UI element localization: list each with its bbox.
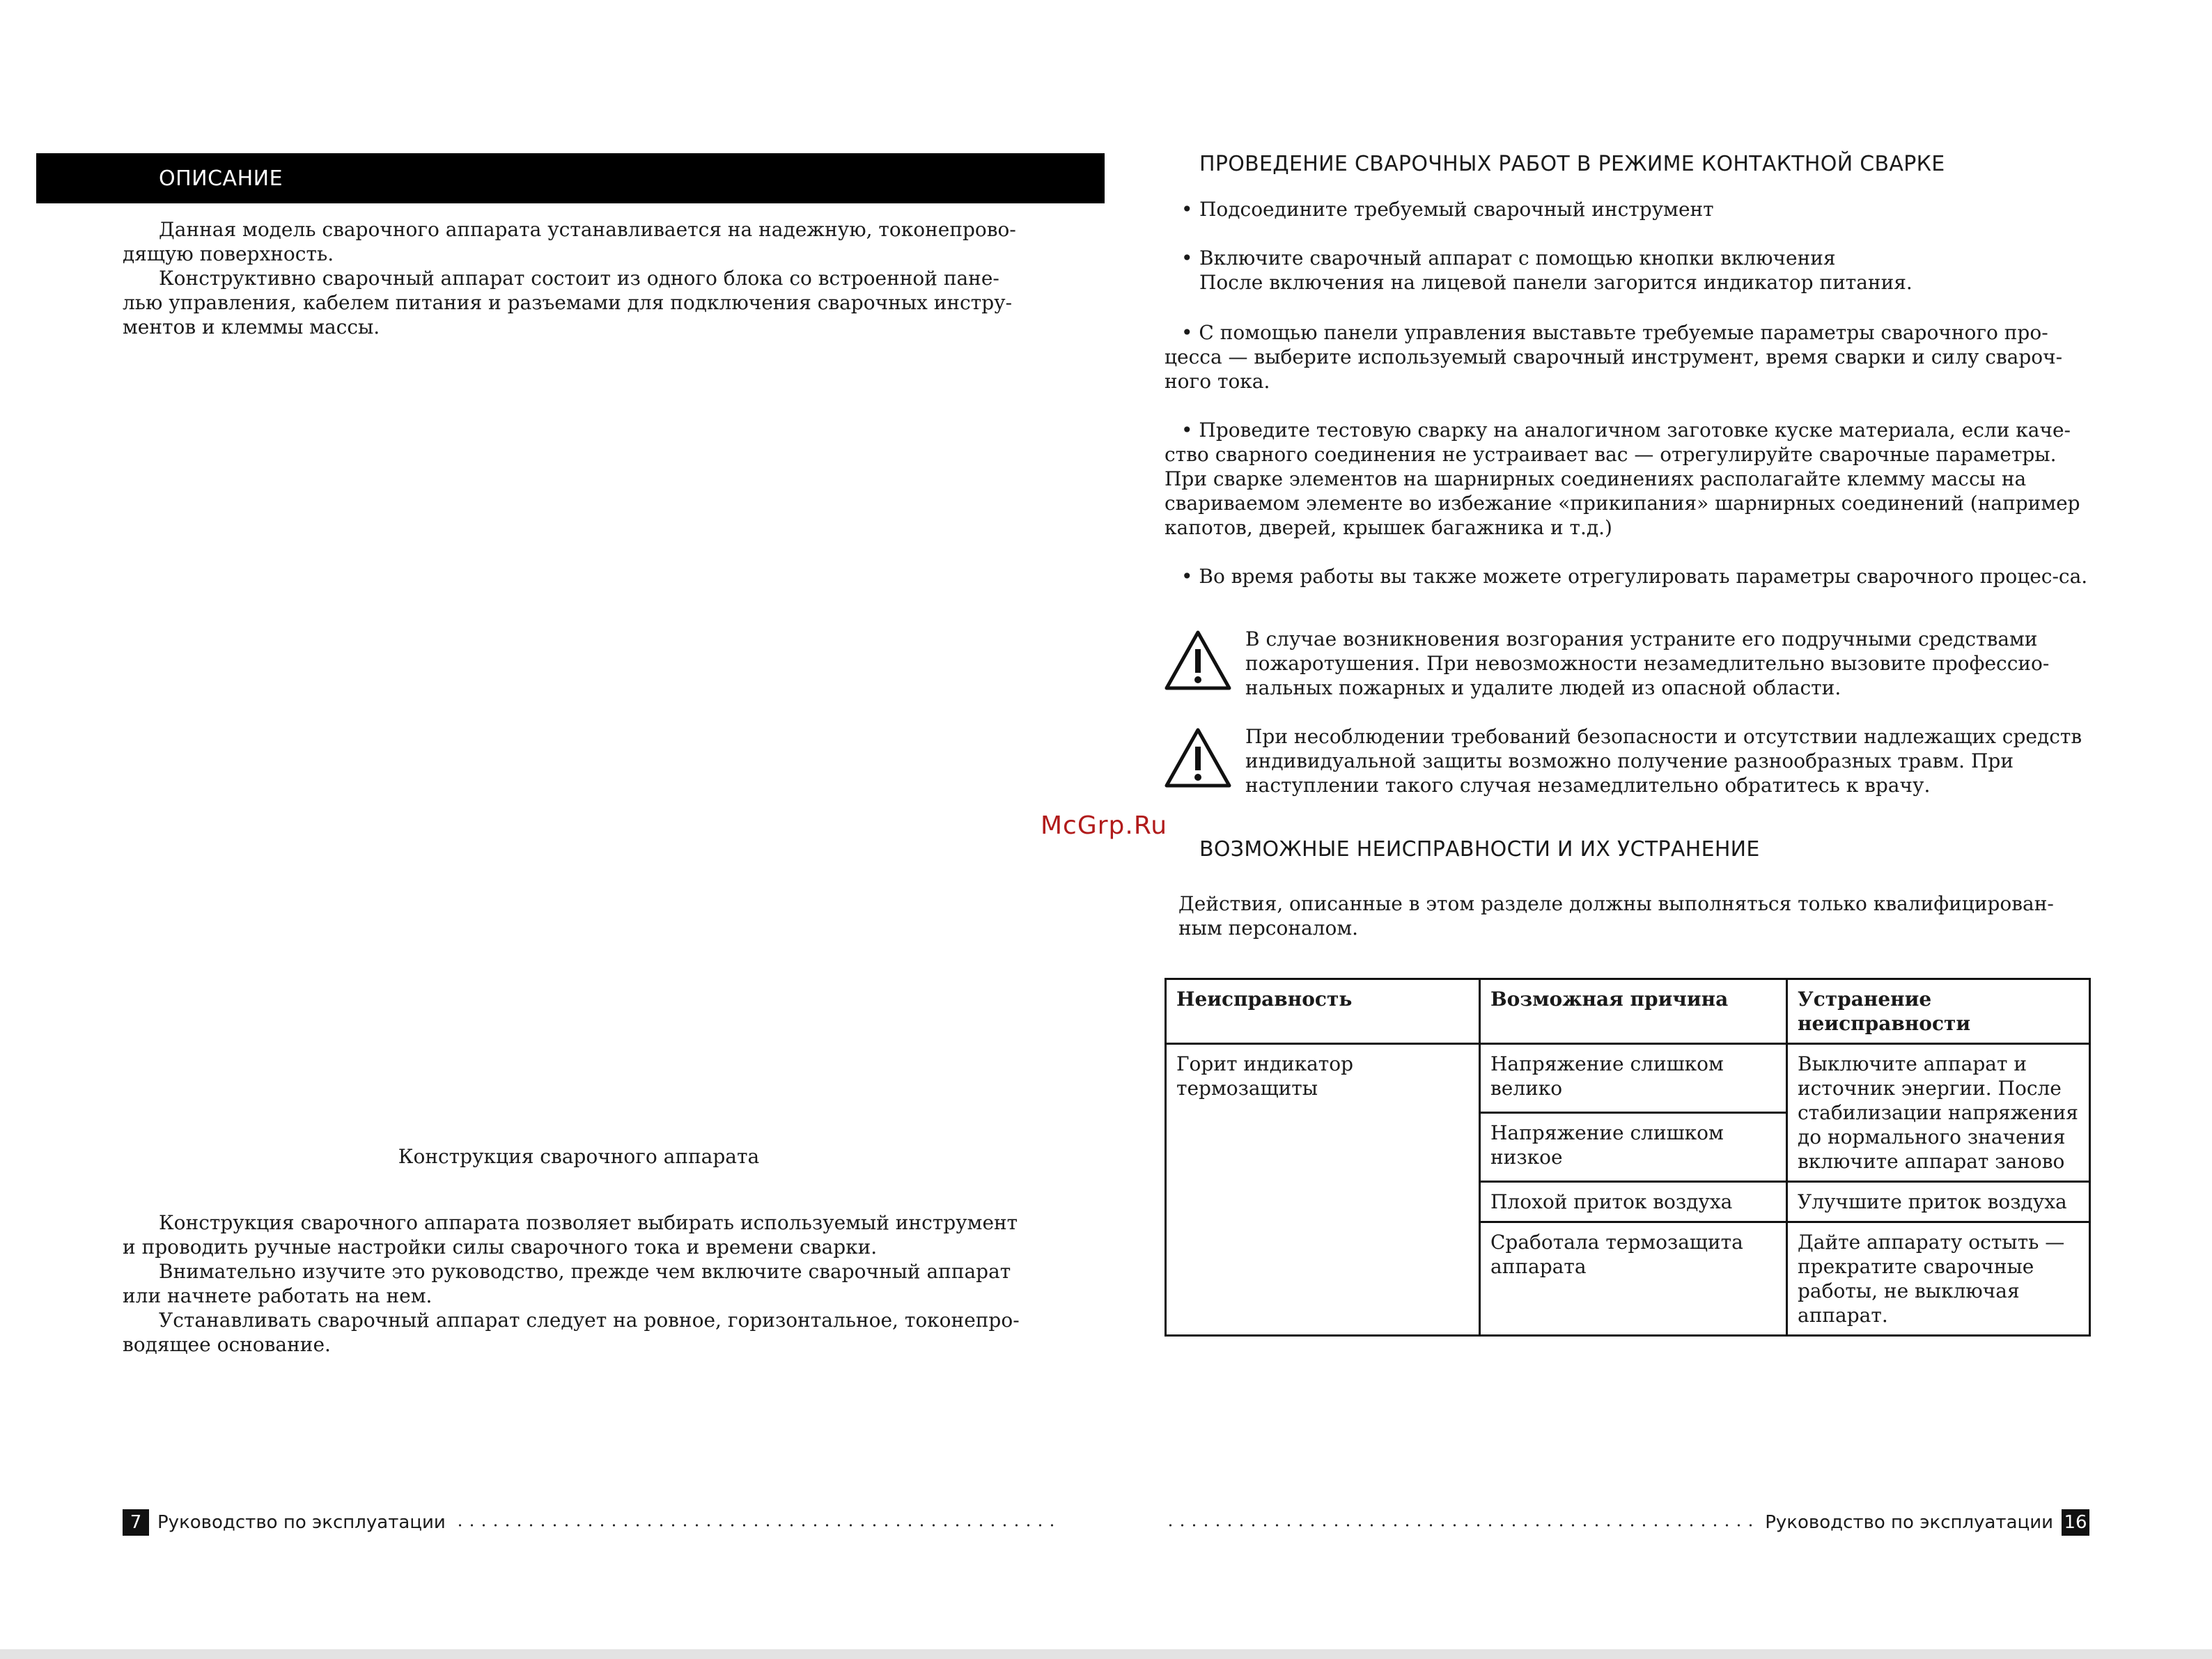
intro-paragraph: Конструктивно сварочный аппарат состоит из одного блока со встроенной пане-лью управления, кабелем питания и разъемами для подключения сварочных инстру-ментов и клеммы массы.	[123, 267, 1013, 338]
troubleshooting-table	[1165, 978, 2091, 1337]
cause-cell: Напряжение слишком велико	[1480, 1044, 1787, 1113]
table-header: Устранение неисправности	[1787, 979, 2090, 1044]
intro-text	[123, 217, 1035, 339]
cause-cell: Сработала термозащита аппарата	[1480, 1222, 1787, 1336]
fix-cell: Улучшите приток воздуха	[1787, 1182, 2090, 1222]
bullet-note: При сварке элементов на шарнирных соединениях располагайте клемму массы на свариваемом элементе во избежание «прикипания» шарнирных соединений (например капотов, дверей, крышек багажника и т.д.)	[1165, 467, 2080, 539]
footer-title: Руководство по эксплуатации	[1765, 1511, 2053, 1533]
figure-caption: Конструкция сварочного аппарата	[398, 1145, 760, 1168]
cause-cell: Напряжение слишком низкое	[1480, 1113, 1787, 1182]
construction-paragraph: Внимательно изучите это руководство, прежде чем включите сварочный аппарат или начнете работать на нем.	[123, 1260, 1011, 1307]
bullet-list	[1165, 197, 2091, 221]
warning-icon	[1163, 726, 1233, 790]
warning-icon	[1163, 628, 1233, 692]
watermark: McGrp.Ru	[1041, 811, 1168, 840]
construction-paragraph: Устанавливать сварочный аппарат следует на ровное, горизонтальное, токонепро-водящее основание.	[123, 1309, 1020, 1356]
bullet-text: Проведите тестовую сварку на аналогичном заготовке куске материала, если каче-ство сварного соединения не устраивает вас — отрегулируйте сварочные параметры.	[1165, 419, 2071, 466]
warning-safety	[1163, 724, 2096, 797]
construction-text	[123, 1210, 1035, 1357]
warning-text: В случае возникновения возгорания устраните его подручными средствами пожаротушения. При невозможности незамедлительно вызовите профессио-нальных пожарных и удалите людей из опасной области.	[1245, 628, 2050, 699]
construction-paragraph: Конструкция сварочного аппарата позволяет выбирать используемый инструмент и проводить ручные настройки силы сварочного тока и времени сварки.	[123, 1211, 1018, 1259]
bullet-item: • Проведите тестовую сварку на аналогичном заготовке куске материала, если каче-ство сварного соединения не устраивает вас — отрегулируйте сварочные параметры.	[1165, 419, 2071, 466]
heading-contact-welding: ПРОВЕДЕНИЕ СВАРОЧНЫХ РАБОТ В РЕЖИМЕ КОНТАКТНОЙ СВАРКЕ	[1199, 152, 1945, 176]
bullet-item: • Подсоедините требуемый сварочный инструмент	[1165, 197, 2091, 221]
bullet-list	[1165, 246, 2091, 295]
page-number: 16	[2062, 1509, 2089, 1536]
bullet-item: • С помощью панели управления выставьте требуемые параметры сварочного про-цесса — выберите используемый сварочный инструмент, время сварки и силу свароч-ного тока.	[1165, 321, 2063, 393]
cause-cell: Плохой приток воздуха	[1480, 1182, 1787, 1222]
page-number: 7	[123, 1509, 149, 1536]
bullet-text: С помощью панели управления выставьте требуемые параметры сварочного про-цесса — выберите используемый сварочный инструмент, время сварки и силу свароч-ного тока.	[1165, 321, 2063, 393]
table-header: Возможная причина	[1480, 979, 1787, 1044]
bullet-text: Во время работы вы также можете отрегулировать параметры сварочного процес-са.	[1199, 565, 2088, 588]
table-header-row	[1166, 979, 2090, 1044]
warning-fire	[1163, 627, 2096, 700]
bullet-list	[1165, 418, 2091, 540]
fix-cell: Выключите аппарат и источник энергии. После стабилизации напряжения до нормального значения включите аппарат заново	[1787, 1044, 2090, 1182]
bottom-edge	[0, 1649, 2212, 1659]
footer-title: Руководство по эксплуатации	[157, 1511, 446, 1533]
table-header: Неисправность	[1166, 979, 1480, 1044]
bullet-item: • Включите сварочный аппарат с помощью кнопки включения	[1165, 246, 2091, 270]
bullet-note: После включения на лицевой панели загорится индикатор питания.	[1199, 271, 1913, 294]
bullet-list	[1165, 564, 2091, 589]
table-row	[1166, 1044, 2090, 1113]
dotted-leader	[1165, 1524, 1757, 1527]
footer-left	[123, 1509, 1056, 1536]
section-title-bar	[36, 153, 1105, 203]
footer-right	[1165, 1509, 2089, 1536]
bullet-list	[1165, 320, 2091, 394]
warning-text: При несоблюдении требований безопасности и отсутствии надлежащих средств индивидуальной защиты возможно получение разнообразных травм. При наступлении такого случая незамедлительно обратитесь к врачу.	[1245, 725, 2082, 797]
troubleshoot-intro: Действия, описанные в этом разделе должны выполняться только квалифицирован-ным персоналом.	[1178, 892, 2054, 940]
dotted-leader	[454, 1524, 1056, 1527]
fault-cell: Горит индикатор термозащиты	[1166, 1044, 1480, 1336]
section-title: ОПИСАНИЕ	[159, 166, 283, 191]
intro-paragraph: Данная модель сварочного аппарата устанавливается на надежную, токонепрово-дящую поверхность.	[123, 218, 1016, 265]
bullet-item: • Во время работы вы также можете отрегулировать параметры сварочного процес-са.	[1181, 565, 2088, 588]
fix-cell: Дайте аппарату остыть — прекратите сварочные работы, не выключая аппарат.	[1787, 1222, 2090, 1336]
heading-troubleshooting: ВОЗМОЖНЫЕ НЕИСПРАВНОСТИ И ИХ УСТРАНЕНИЕ	[1199, 837, 1760, 862]
